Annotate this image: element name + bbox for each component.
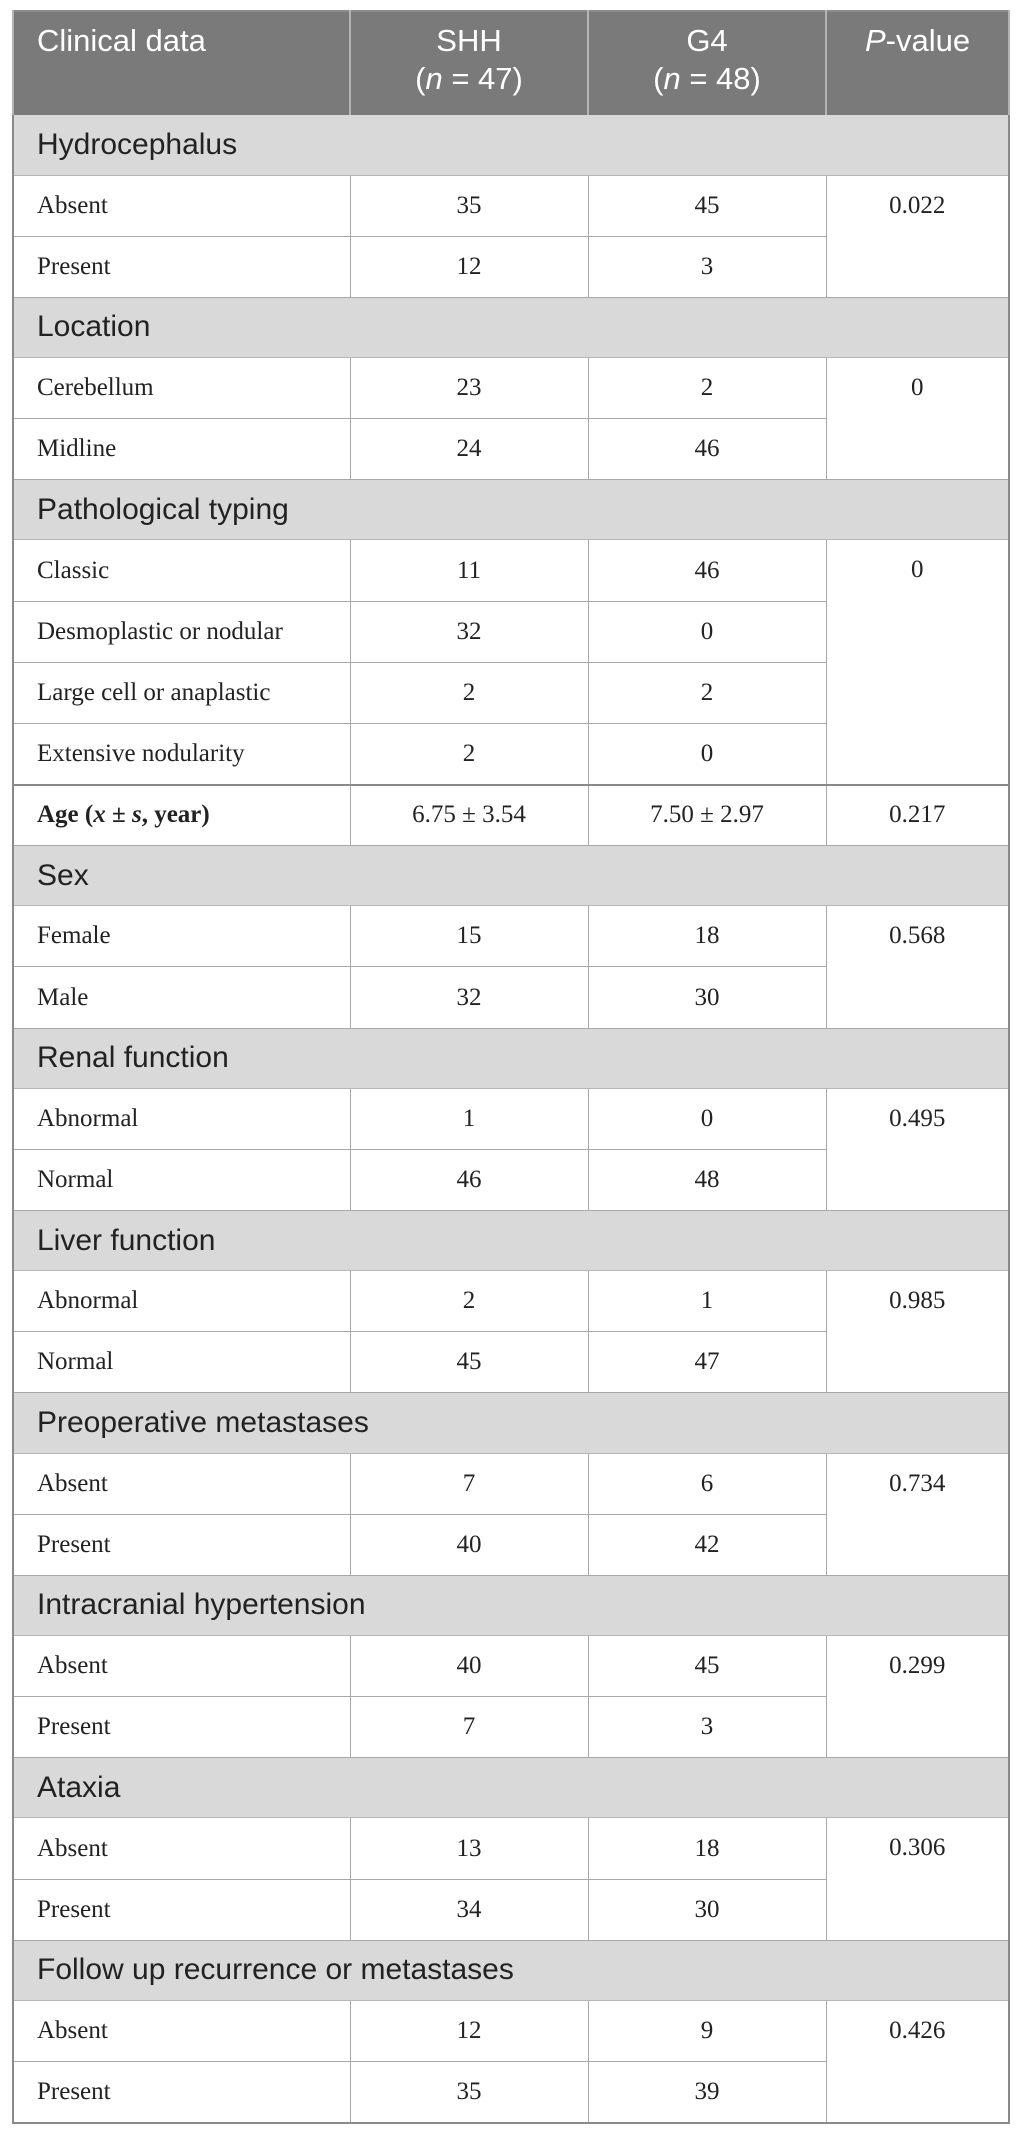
shh-value: 2 <box>350 662 588 723</box>
table-row <box>13 175 1009 236</box>
shh-value: 40 <box>350 1636 588 1697</box>
shh-value: 1 <box>350 1088 588 1149</box>
row-label: Normal <box>13 1149 350 1210</box>
row-label: Desmoplastic or nodular <box>13 601 350 662</box>
g4-value: 39 <box>588 2062 826 2124</box>
shh-value: 6.75 ± 3.54 <box>350 785 588 846</box>
group-label: Location <box>13 297 1009 357</box>
shh-value: 2 <box>350 1271 588 1332</box>
row-label: Female <box>13 906 350 967</box>
p-value: 0 <box>826 540 1009 785</box>
g4-value: 30 <box>588 1879 826 1940</box>
shh-value: 24 <box>350 419 588 480</box>
shh-value: 35 <box>350 2062 588 2124</box>
table-row <box>13 1453 1009 1514</box>
row-label: Abnormal <box>13 1271 350 1332</box>
g4-value: 45 <box>588 1636 826 1697</box>
g4-value: 18 <box>588 1818 826 1879</box>
g4-value: 3 <box>588 1697 826 1758</box>
row-label: Male <box>13 967 350 1028</box>
p-value: 0.985 <box>826 1271 1009 1393</box>
shh-value: 11 <box>350 540 588 601</box>
p-value: 0.299 <box>826 1636 1009 1758</box>
shh-value: 23 <box>350 358 588 419</box>
shh-value: 40 <box>350 1514 588 1575</box>
group-row-sex <box>13 846 1009 906</box>
group-label: Liver function <box>13 1211 1009 1271</box>
group-label: Hydrocephalus <box>13 115 1009 175</box>
g4-value: 48 <box>588 1149 826 1210</box>
group-row-preoperative-metastases <box>13 1393 1009 1453</box>
g4-value: 2 <box>588 662 826 723</box>
header-clinical-data: Clinical data <box>13 11 350 115</box>
table-row <box>13 1818 1009 1879</box>
shh-value: 7 <box>350 1697 588 1758</box>
shh-value: 35 <box>350 175 588 236</box>
g4-value: 30 <box>588 967 826 1028</box>
row-label: Present <box>13 236 350 297</box>
group-label: Ataxia <box>13 1758 1009 1818</box>
p-value: 0.568 <box>826 906 1009 1028</box>
p-value: 0 <box>826 358 1009 480</box>
group-row-hydrocephalus <box>13 115 1009 175</box>
clinical-data-table <box>12 10 1010 2124</box>
row-label: Large cell or anaplastic <box>13 662 350 723</box>
group-label: Follow up recurrence or metastases <box>13 1940 1009 2000</box>
g4-value: 6 <box>588 1453 826 1514</box>
table-row <box>13 1271 1009 1332</box>
row-label: Present <box>13 1879 350 1940</box>
g4-value: 46 <box>588 419 826 480</box>
header-g4-n: (n = 48) <box>653 61 761 96</box>
header-p-value: P-value <box>826 11 1009 115</box>
row-label: Midline <box>13 419 350 480</box>
row-label: Absent <box>13 175 350 236</box>
g4-value: 47 <box>588 1332 826 1393</box>
shh-value: 13 <box>350 1818 588 1879</box>
header-shh-name: SHH <box>436 23 502 58</box>
group-row-liver-function <box>13 1211 1009 1271</box>
header-shh-n: (n = 47) <box>415 61 523 96</box>
group-label: Renal function <box>13 1028 1009 1088</box>
shh-value: 46 <box>350 1149 588 1210</box>
row-label: Absent <box>13 1453 350 1514</box>
g4-value: 0 <box>588 1088 826 1149</box>
header-shh <box>350 11 588 115</box>
row-label: Cerebellum <box>13 358 350 419</box>
g4-value: 9 <box>588 2000 826 2061</box>
group-row-follow-up-recurrence <box>13 1940 1009 2000</box>
row-label: Present <box>13 1514 350 1575</box>
shh-value: 45 <box>350 1332 588 1393</box>
row-label: Extensive nodularity <box>13 723 350 784</box>
row-label: Classic <box>13 540 350 601</box>
table-row <box>13 1636 1009 1697</box>
g4-value: 42 <box>588 1514 826 1575</box>
row-label: Normal <box>13 1332 350 1393</box>
g4-value: 2 <box>588 358 826 419</box>
group-label: Sex <box>13 846 1009 906</box>
row-label: Absent <box>13 1818 350 1879</box>
group-row-ataxia <box>13 1758 1009 1818</box>
header-g4-name: G4 <box>686 23 728 58</box>
p-value: 0.495 <box>826 1088 1009 1210</box>
table-row <box>13 358 1009 419</box>
shh-value: 32 <box>350 601 588 662</box>
group-row-renal-function <box>13 1028 1009 1088</box>
group-row-location <box>13 297 1009 357</box>
g4-value: 0 <box>588 601 826 662</box>
p-value: 0.217 <box>826 785 1009 846</box>
group-row-pathological-typing <box>13 480 1009 540</box>
shh-value: 32 <box>350 967 588 1028</box>
table-row <box>13 2000 1009 2061</box>
table-row <box>13 1088 1009 1149</box>
table-row-age <box>13 785 1009 846</box>
row-label: Present <box>13 2062 350 2124</box>
g4-value: 3 <box>588 236 826 297</box>
group-label: Preoperative metastases <box>13 1393 1009 1453</box>
g4-value: 18 <box>588 906 826 967</box>
g4-value: 1 <box>588 1271 826 1332</box>
row-label: Absent <box>13 1636 350 1697</box>
shh-value: 15 <box>350 906 588 967</box>
g4-value: 7.50 ± 2.97 <box>588 785 826 846</box>
p-value: 0.734 <box>826 1453 1009 1575</box>
table-row <box>13 540 1009 601</box>
row-label: Present <box>13 1697 350 1758</box>
p-value: 0.022 <box>826 175 1009 297</box>
table-header-row <box>13 11 1009 115</box>
shh-value: 2 <box>350 723 588 784</box>
g4-value: 45 <box>588 175 826 236</box>
p-value: 0.426 <box>826 2000 1009 2123</box>
g4-value: 0 <box>588 723 826 784</box>
row-label: Absent <box>13 2000 350 2061</box>
shh-value: 34 <box>350 1879 588 1940</box>
row-label: Abnormal <box>13 1088 350 1149</box>
shh-value: 12 <box>350 236 588 297</box>
group-label: Pathological typing <box>13 480 1009 540</box>
p-value: 0.306 <box>826 1818 1009 1940</box>
header-g4 <box>588 11 826 115</box>
group-row-intracranial-hypertension <box>13 1575 1009 1635</box>
g4-value: 46 <box>588 540 826 601</box>
table-row <box>13 906 1009 967</box>
shh-value: 12 <box>350 2000 588 2061</box>
group-label: Intracranial hypertension <box>13 1575 1009 1635</box>
shh-value: 7 <box>350 1453 588 1514</box>
age-label: Age (x ± s, year) <box>13 785 350 846</box>
